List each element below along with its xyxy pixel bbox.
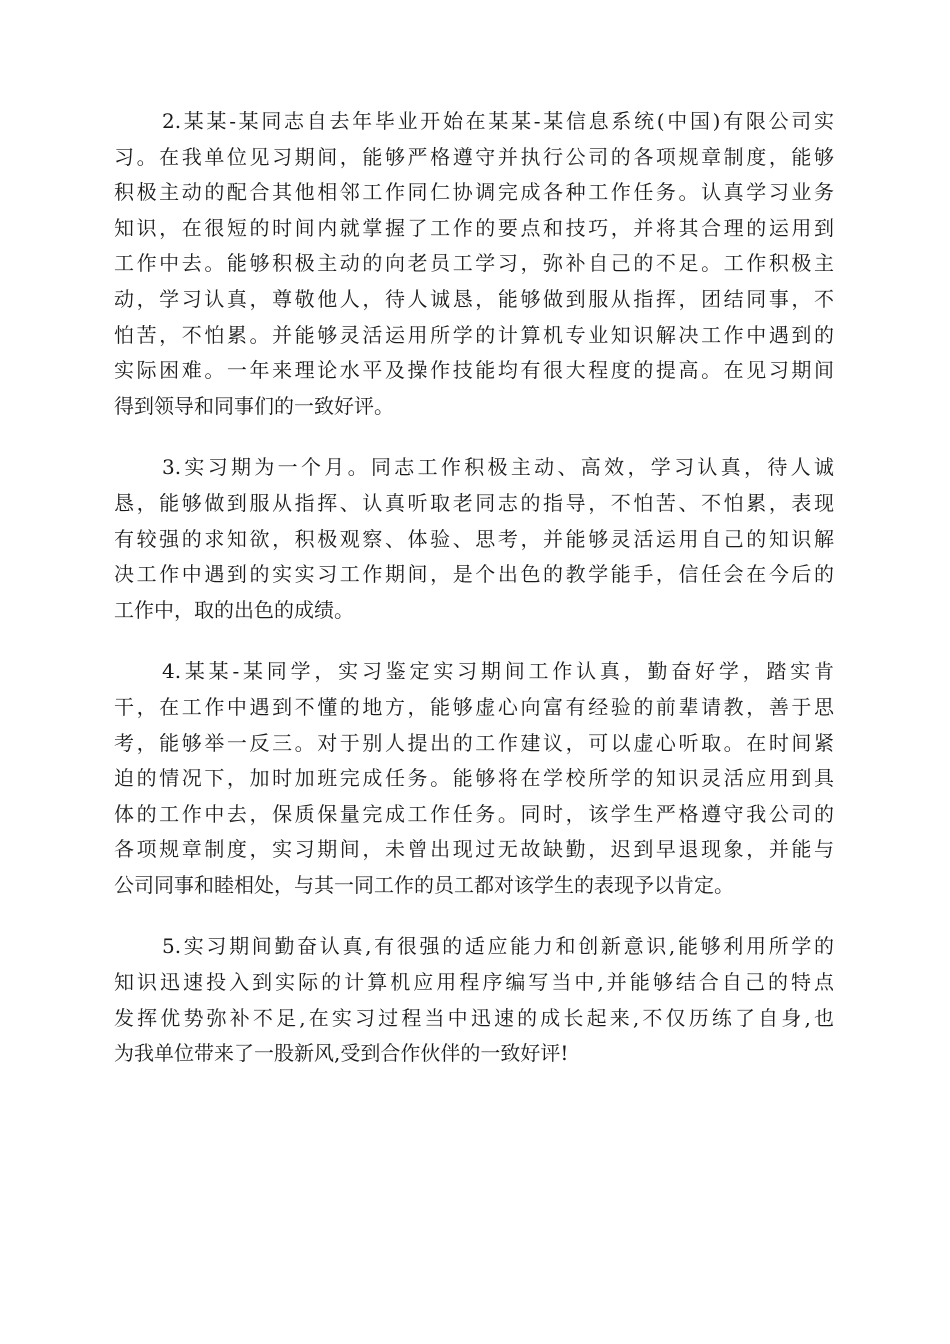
text-line: 3.实习期为一个月。同志工作积极主动、高效，学习认真，待人诚: [162, 455, 834, 480]
text-line: 恳，能够做到服从指挥、认真听取老同志的指导，不怕苦、不怕累，表现: [114, 490, 834, 515]
text-line: 习。在我单位见习期间，能够严格遵守并执行公司的各项规章制度，能够: [114, 144, 834, 169]
text-line: 工作中，取的出色的成绩。: [114, 597, 354, 622]
text-line: 公司同事和睦相处，与其一同工作的员工都对该学生的表现予以肯定。: [114, 872, 734, 897]
text-line: 怕苦，不怕累。并能够灵活运用所学的计算机专业知识解决工作中遇到的: [114, 322, 834, 347]
text-line: 干，在工作中遇到不懂的地方，能够虚心向富有经验的前辈请教，善于思: [114, 694, 834, 719]
text-line: 工作中去。能够积极主动的向老员工学习，弥补自己的不足。工作积极主: [114, 251, 834, 276]
text-line: 发挥优势弥补不足,在实习过程当中迅速的成长起来,不仅历练了自身,也: [114, 1005, 834, 1030]
paragraph-3: [114, 450, 834, 628]
document-body: [114, 104, 834, 1098]
text-line: 2.某某-某同志自去年毕业开始在某某-某信息系统(中国)有限公司实: [162, 109, 834, 133]
text-line: 知识，在很短的时间内就掌握了工作的要点和技巧，并将其合理的运用到: [114, 215, 834, 240]
text-line: 5.实习期间勤奋认真,有很强的适应能力和创新意识,能够利用所学的: [162, 934, 834, 959]
paragraph-2: [114, 104, 834, 424]
text-line: 迫的情况下，加时加班完成任务。能够将在学校所学的知识灵活应用到具: [114, 766, 834, 791]
text-line: 决工作中遇到的实实习工作期间，是个出色的教学能手，信任会在今后的: [114, 562, 834, 587]
text-line: 体的工作中去，保质保量完成工作任务。同时，该学生严格遵守我公司的: [114, 801, 834, 826]
text-line: 为我单位带来了一股新风,受到合作伙伴的一致好评!: [114, 1041, 569, 1066]
text-line: 知识迅速投入到实际的计算机应用程序编写当中,并能够结合自己的特点: [114, 970, 834, 995]
text-line: 4.某某-某同学，实习鉴定实习期间工作认真，勤奋好学，踏实肯: [162, 659, 834, 684]
paragraph-4: [114, 654, 834, 903]
text-line: 各项规章制度，实习期间，未曾出现过无故缺勤，迟到早退现象，并能与: [114, 837, 834, 862]
text-line: 考，能够举一反三。对于别人提出的工作建议，可以虚心听取。在时间紧: [114, 730, 834, 755]
text-line: 得到领导和同事们的一致好评。: [114, 393, 394, 418]
text-line: 积极主动的配合其他相邻工作同仁协调完成各种工作任务。认真学习业务: [114, 180, 834, 205]
text-line: 实际困难。一年来理论水平及操作技能均有很大程度的提高。在见习期间: [114, 358, 834, 383]
text-line: 动，学习认真，尊敬他人，待人诚恳，能够做到服从指挥，团结同事，不: [114, 286, 834, 311]
paragraph-5: [114, 929, 834, 1071]
text-line: 有较强的求知欲，积极观察、体验、思考，并能够灵活运用自己的知识解: [114, 526, 834, 551]
